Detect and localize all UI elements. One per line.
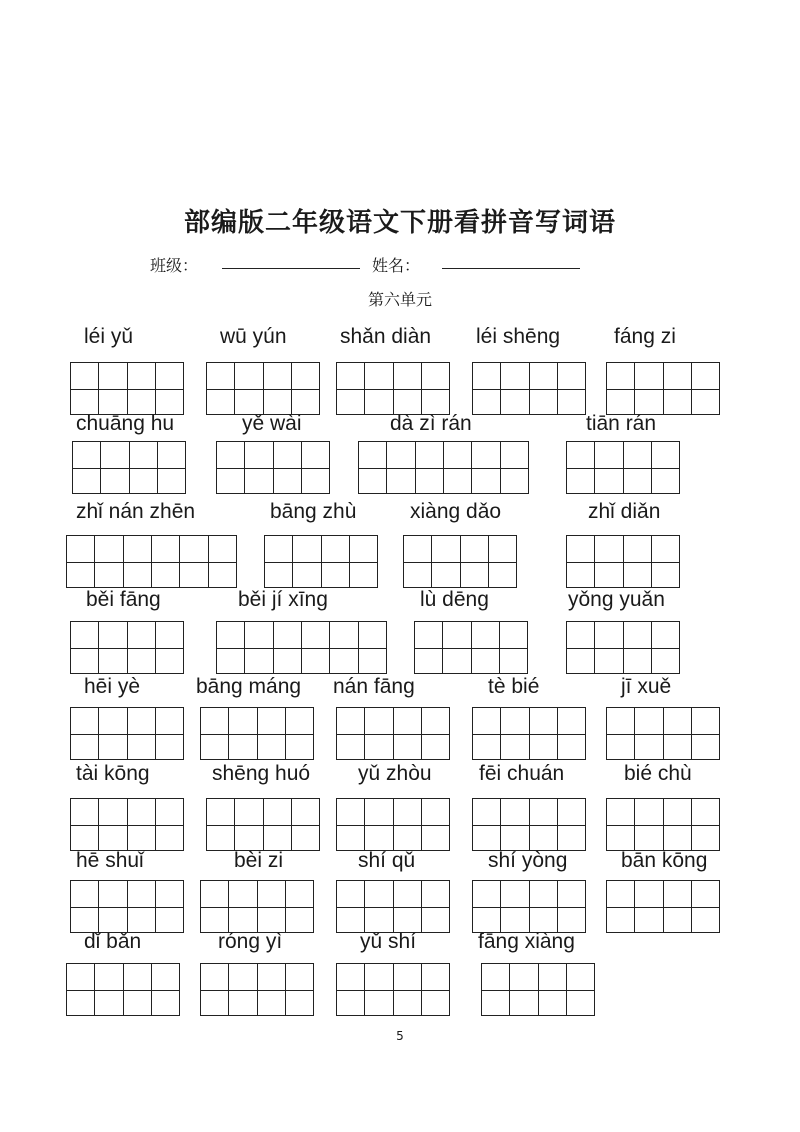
writing-cell[interactable] (635, 708, 663, 759)
writing-cell[interactable] (158, 442, 185, 493)
writing-cell[interactable] (207, 363, 235, 414)
writing-grid (472, 880, 586, 933)
writing-cell[interactable] (71, 363, 99, 414)
pinyin-label: shí yòng (488, 849, 568, 872)
writing-cell[interactable] (293, 536, 321, 587)
page-number: 5 (396, 1029, 404, 1043)
writing-cell[interactable] (207, 799, 235, 850)
writing-grid (200, 963, 314, 1016)
writing-cell[interactable] (71, 799, 99, 850)
writing-grid (566, 441, 680, 494)
writing-cell[interactable] (635, 363, 663, 414)
writing-cell[interactable] (286, 881, 313, 932)
writing-grid (70, 362, 184, 415)
pinyin-label: nán fāng (333, 675, 415, 698)
writing-cell[interactable] (330, 622, 358, 673)
writing-cell[interactable] (558, 708, 585, 759)
writing-cell[interactable] (530, 708, 558, 759)
writing-cell[interactable] (337, 363, 365, 414)
pinyin-label: fáng zi (614, 325, 676, 348)
writing-cell[interactable] (152, 536, 180, 587)
writing-cell[interactable] (394, 964, 422, 1015)
writing-grid (472, 707, 586, 760)
writing-grid (414, 621, 528, 674)
writing-cell[interactable] (217, 622, 245, 673)
writing-cell[interactable] (99, 622, 127, 673)
pinyin-label: dǐ bǎn (84, 930, 142, 953)
writing-cell[interactable] (567, 964, 594, 1015)
writing-cell[interactable] (692, 363, 719, 414)
writing-cell[interactable] (652, 442, 679, 493)
writing-cell[interactable] (595, 622, 623, 673)
pinyin-label: wū yún (220, 325, 287, 348)
writing-cell[interactable] (156, 799, 183, 850)
writing-cell[interactable] (292, 363, 319, 414)
writing-cell[interactable] (501, 363, 529, 414)
writing-cell[interactable] (292, 799, 319, 850)
pinyin-label: dà zì rán (390, 412, 472, 435)
writing-cell[interactable] (473, 799, 501, 850)
writing-grid (200, 707, 314, 760)
writing-cell[interactable] (156, 881, 183, 932)
writing-cell[interactable] (365, 363, 393, 414)
writing-cell[interactable] (152, 964, 179, 1015)
writing-grid (264, 535, 378, 588)
pinyin-label: fāng xiàng (478, 930, 575, 953)
writing-cell[interactable] (95, 536, 123, 587)
pinyin-label: zhǐ nán zhēn (76, 500, 196, 523)
writing-cell[interactable] (322, 536, 350, 587)
writing-cell[interactable] (501, 881, 529, 932)
writing-cell[interactable] (501, 799, 529, 850)
writing-cell[interactable] (201, 964, 229, 1015)
writing-cell[interactable] (130, 442, 158, 493)
writing-grid (70, 880, 184, 933)
writing-grid (72, 441, 186, 494)
writing-cell[interactable] (337, 708, 365, 759)
pinyin-label: jī xuě (621, 675, 672, 698)
writing-cell[interactable] (635, 881, 663, 932)
pinyin-label: hē shuǐ (76, 849, 144, 872)
writing-cell[interactable] (558, 881, 585, 932)
writing-cell[interactable] (539, 964, 567, 1015)
writing-cell[interactable] (274, 442, 302, 493)
writing-cell[interactable] (71, 708, 99, 759)
writing-cell[interactable] (510, 964, 538, 1015)
writing-grid (358, 441, 529, 494)
pinyin-label: shēng huó (212, 762, 311, 785)
pinyin-label: xiàng dǎo (410, 500, 502, 523)
writing-cell[interactable] (607, 881, 635, 932)
writing-grid (70, 621, 184, 674)
writing-cell[interactable] (473, 881, 501, 932)
writing-cell[interactable] (229, 964, 257, 1015)
writing-cell[interactable] (652, 536, 679, 587)
writing-cell[interactable] (99, 363, 127, 414)
writing-grid (216, 441, 330, 494)
writing-cell[interactable] (128, 363, 156, 414)
writing-cell[interactable] (245, 622, 273, 673)
writing-grid (70, 707, 184, 760)
writing-cell[interactable] (128, 708, 156, 759)
writing-grid (216, 621, 387, 674)
pinyin-label: shí qǔ (358, 849, 416, 872)
writing-cell[interactable] (99, 881, 127, 932)
writing-cell[interactable] (461, 536, 489, 587)
writing-cell[interactable] (235, 363, 263, 414)
writing-cell[interactable] (209, 536, 236, 587)
writing-cell[interactable] (624, 622, 652, 673)
pinyin-label: bāng máng (196, 675, 302, 698)
writing-cell[interactable] (124, 964, 152, 1015)
writing-cell[interactable] (432, 536, 460, 587)
writing-grid (336, 798, 450, 851)
writing-grid (566, 621, 680, 674)
writing-cell[interactable] (245, 442, 273, 493)
writing-cell[interactable] (128, 622, 156, 673)
pinyin-label: yǒng yuǎn (568, 588, 665, 611)
writing-cell[interactable] (128, 881, 156, 932)
writing-cell[interactable] (229, 881, 257, 932)
writing-grid (336, 963, 450, 1016)
writing-cell[interactable] (217, 442, 245, 493)
writing-cell[interactable] (692, 881, 719, 932)
writing-cell[interactable] (635, 799, 663, 850)
name-input-line[interactable] (442, 268, 580, 269)
pinyin-label: tài kōng (76, 762, 150, 785)
writing-cell[interactable] (489, 536, 516, 587)
writing-grid (472, 362, 586, 415)
writing-cell[interactable] (286, 708, 313, 759)
writing-cell[interactable] (664, 363, 692, 414)
writing-cell[interactable] (422, 799, 449, 850)
writing-cell[interactable] (124, 536, 152, 587)
writing-cell[interactable] (337, 964, 365, 1015)
pinyin-label: tè bié (488, 675, 540, 698)
writing-cell[interactable] (422, 964, 449, 1015)
writing-cell[interactable] (71, 622, 99, 673)
writing-cell[interactable] (443, 622, 471, 673)
pinyin-label: bāng zhù (270, 500, 357, 523)
writing-grid (206, 362, 320, 415)
writing-cell[interactable] (394, 363, 422, 414)
writing-cell[interactable] (501, 708, 529, 759)
writing-cell[interactable] (99, 799, 127, 850)
writing-cell[interactable] (365, 964, 393, 1015)
class-input-line[interactable] (222, 268, 360, 269)
writing-cell[interactable] (664, 881, 692, 932)
writing-cell[interactable] (501, 442, 528, 493)
writing-grid (336, 880, 450, 933)
writing-cell[interactable] (264, 799, 292, 850)
writing-cell[interactable] (365, 708, 393, 759)
writing-cell[interactable] (394, 708, 422, 759)
pinyin-label: lù dēng (420, 588, 489, 611)
pinyin-label: běi jí xīng (238, 588, 328, 611)
writing-grid (606, 798, 720, 851)
writing-cell[interactable] (394, 881, 422, 932)
writing-cell[interactable] (337, 799, 365, 850)
writing-cell[interactable] (415, 622, 443, 673)
writing-grid (70, 798, 184, 851)
writing-grid (606, 880, 720, 933)
writing-cell[interactable] (337, 881, 365, 932)
writing-grid (566, 535, 680, 588)
pinyin-label: yǔ zhòu (358, 762, 432, 785)
writing-cell[interactable] (404, 536, 432, 587)
writing-cell[interactable] (500, 622, 527, 673)
pinyin-label: bèi zi (234, 849, 284, 872)
writing-cell[interactable] (607, 708, 635, 759)
writing-cell[interactable] (472, 622, 500, 673)
writing-grid (606, 362, 720, 415)
writing-cell[interactable] (235, 799, 263, 850)
pinyin-label: běi fāng (86, 588, 161, 611)
writing-cell[interactable] (302, 442, 329, 493)
writing-cell[interactable] (530, 363, 558, 414)
writing-cell[interactable] (652, 622, 679, 673)
writing-cell[interactable] (664, 799, 692, 850)
page-title: 部编版二年级语文下册看拼音写词语 (183, 208, 616, 238)
pinyin-label: chuāng hu (76, 412, 175, 435)
writing-cell[interactable] (229, 708, 257, 759)
writing-cell[interactable] (201, 708, 229, 759)
writing-cell[interactable] (258, 881, 286, 932)
writing-cell[interactable] (101, 442, 129, 493)
pinyin-label: bān kōng (621, 849, 708, 872)
writing-grid (336, 362, 450, 415)
writing-cell[interactable] (394, 799, 422, 850)
pinyin-label: tiān rán (586, 412, 657, 435)
writing-cell[interactable] (567, 536, 595, 587)
writing-cell[interactable] (359, 622, 386, 673)
writing-cell[interactable] (624, 536, 652, 587)
writing-cell[interactable] (359, 442, 387, 493)
pinyin-label: yǔ shí (360, 930, 417, 953)
writing-cell[interactable] (422, 881, 449, 932)
writing-grid (336, 707, 450, 760)
writing-cell[interactable] (67, 964, 95, 1015)
writing-grid (481, 963, 595, 1016)
pinyin-label: zhǐ diǎn (588, 500, 661, 523)
writing-cell[interactable] (258, 964, 286, 1015)
pinyin-label: léi shēng (476, 325, 561, 348)
writing-cell[interactable] (73, 442, 101, 493)
pinyin-label: fēi chuán (479, 762, 565, 785)
pinyin-label: bié chù (624, 762, 692, 785)
writing-cell[interactable] (350, 536, 377, 587)
writing-cell[interactable] (286, 964, 313, 1015)
writing-cell[interactable] (156, 708, 183, 759)
pinyin-label: hēi yè (84, 675, 141, 698)
writing-cell[interactable] (607, 363, 635, 414)
writing-cell[interactable] (67, 536, 95, 587)
writing-cell[interactable] (156, 363, 183, 414)
writing-cell[interactable] (664, 708, 692, 759)
class-label: 班级： (150, 256, 199, 275)
writing-cell[interactable] (692, 799, 719, 850)
writing-grid (66, 963, 180, 1016)
writing-cell[interactable] (387, 442, 415, 493)
writing-cell[interactable] (595, 442, 623, 493)
writing-grid (66, 535, 237, 588)
writing-cell[interactable] (530, 799, 558, 850)
writing-cell[interactable] (473, 708, 501, 759)
writing-cell[interactable] (482, 964, 510, 1015)
writing-cell[interactable] (156, 622, 183, 673)
writing-cell[interactable] (365, 881, 393, 932)
writing-cell[interactable] (530, 881, 558, 932)
writing-cell[interactable] (365, 799, 393, 850)
writing-cell[interactable] (567, 442, 595, 493)
writing-cell[interactable] (624, 442, 652, 493)
pinyin-label: shǎn diàn (340, 325, 432, 348)
writing-cell[interactable] (692, 708, 719, 759)
pinyin-label: róng yì (218, 930, 283, 953)
writing-grid (206, 798, 320, 851)
writing-cell[interactable] (258, 708, 286, 759)
writing-cell[interactable] (128, 799, 156, 850)
writing-cell[interactable] (595, 536, 623, 587)
pinyin-label: yě wài (242, 412, 302, 435)
writing-cell[interactable] (422, 708, 449, 759)
writing-cell[interactable] (302, 622, 330, 673)
writing-cell[interactable] (473, 363, 501, 414)
writing-cell[interactable] (180, 536, 208, 587)
unit-title: 第六单元 (367, 290, 432, 309)
writing-cell[interactable] (274, 622, 302, 673)
name-label: 姓名： (372, 256, 421, 275)
writing-cell[interactable] (201, 881, 229, 932)
writing-grid (472, 798, 586, 851)
writing-cell[interactable] (567, 622, 595, 673)
writing-cell[interactable] (264, 363, 292, 414)
writing-cell[interactable] (558, 363, 585, 414)
writing-cell[interactable] (607, 799, 635, 850)
writing-grid (200, 880, 314, 933)
writing-grid (606, 707, 720, 760)
writing-cell[interactable] (71, 881, 99, 932)
writing-cell[interactable] (416, 442, 444, 493)
writing-cell[interactable] (265, 536, 293, 587)
writing-cell[interactable] (422, 363, 449, 414)
writing-grid (403, 535, 517, 588)
pinyin-label: léi yǔ (84, 325, 134, 348)
writing-cell[interactable] (472, 442, 500, 493)
writing-cell[interactable] (558, 799, 585, 850)
writing-cell[interactable] (99, 708, 127, 759)
writing-cell[interactable] (444, 442, 472, 493)
writing-cell[interactable] (95, 964, 123, 1015)
